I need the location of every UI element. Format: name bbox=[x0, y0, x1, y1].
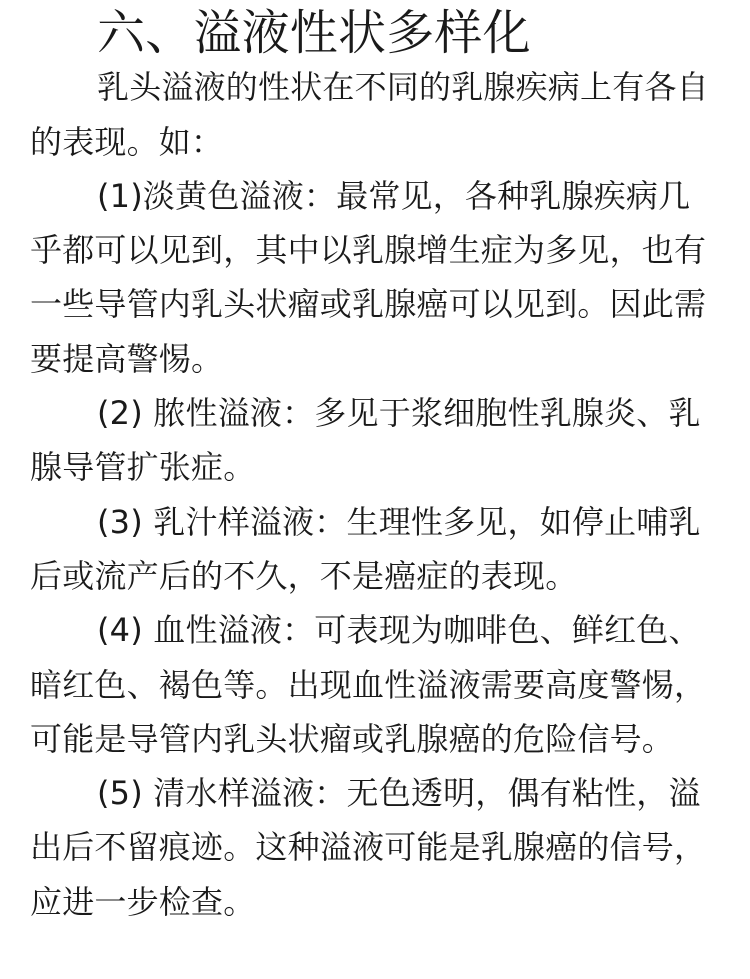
article-body bbox=[30, 6, 720, 929]
item-clear-watery-discharge: (5) 清水样溢液：无色透明，偶有粘性，溢出后不留痕迹。这种溢液可能是乳腺癌的信号，应进一步检查。 bbox=[30, 774, 707, 921]
item-milky-discharge: (3) 乳汁样溢液：生理性多见，如停止哺乳后或流产后的不久，不是癌症的表现。 bbox=[30, 502, 701, 595]
item-bloody-discharge: (4) 血性溢液：可表现为咖啡色、鲜红色、暗红色、褐色等。出现血性溢液需要高度警惕，可能是导管内乳头状瘤或乳腺癌的危险信号。 bbox=[30, 611, 707, 758]
item-pale-yellow-discharge: (1)淡黄色溢液：最常见，各种乳腺疾病几乎都可以见到，其中以乳腺增生症为多见，也有一些导管内乳头状瘤或乳腺癌可以见到。因此需要提高警惕。 bbox=[30, 176, 707, 378]
intro-paragraph: 乳头溢液的性状在不同的乳腺疾病上有各自的表现。如： bbox=[30, 68, 709, 161]
section-heading: 六、溢液性状多样化 bbox=[97, 5, 531, 61]
item-purulent-discharge: (2) 脓性溢液：多见于浆细胞性乳腺炎、乳腺导管扩张症。 bbox=[30, 394, 701, 487]
